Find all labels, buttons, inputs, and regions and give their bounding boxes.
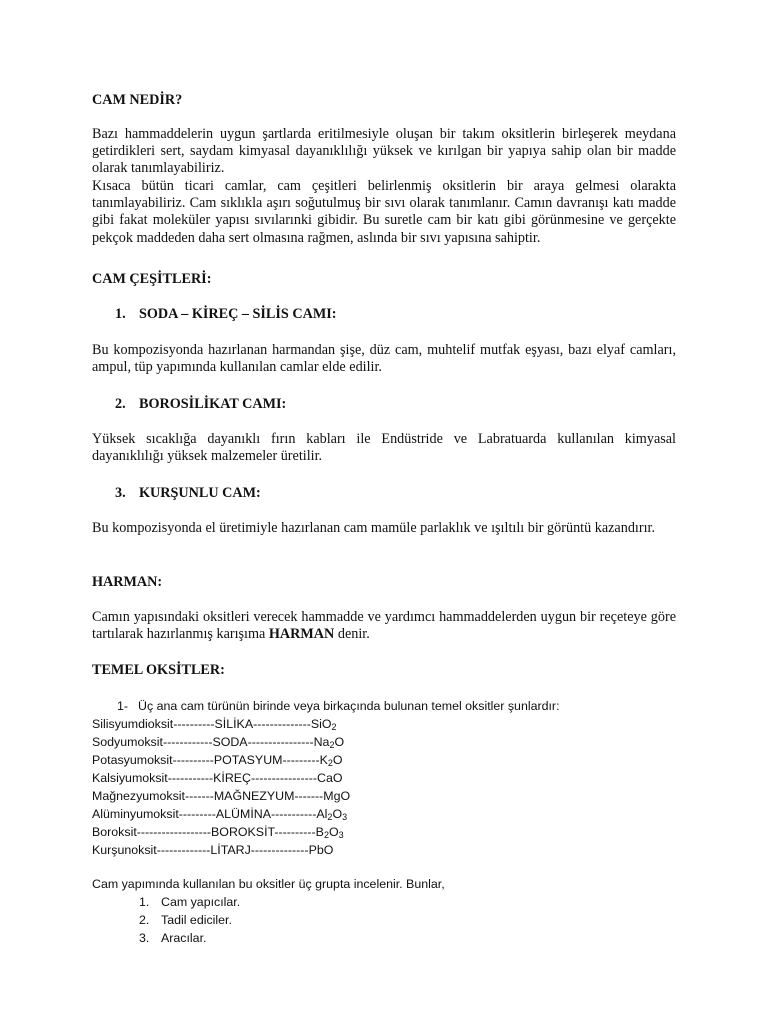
oxide-common-name: ALÜMİNA: [215, 807, 271, 821]
oxide-common-name: SODA: [212, 735, 248, 749]
oxide-separator: -------: [184, 789, 214, 803]
oxide-separator: ----------: [274, 825, 316, 839]
list-item-title: BOROSİLİKAT CAMI:: [139, 396, 287, 412]
oxide-formula-part: O: [328, 825, 339, 839]
oxide-row: [92, 824, 344, 841]
oxide-row: [92, 788, 350, 805]
oxide-name: Silisyumdioksit: [92, 717, 174, 731]
oxide-formula-subscript: 2: [331, 722, 337, 732]
oxide-row: [92, 752, 343, 769]
oxide-name: Alüminyumoksit: [92, 807, 179, 821]
harman-text-post: denir.: [334, 626, 370, 643]
list-number: 2.: [115, 396, 126, 412]
oxide-formula-subscript: 2: [323, 830, 329, 840]
oxide-formula-subscript: 3: [338, 830, 344, 840]
oxide-formula-part: SiO: [310, 717, 332, 731]
list-item-title: KURŞUNLU CAM:: [139, 485, 261, 501]
group-number: 2.: [139, 913, 150, 927]
oxide-formula-part: B: [315, 825, 324, 839]
group-item: [139, 912, 232, 929]
group-item: [139, 894, 240, 911]
oxide-formula-part: O: [334, 735, 345, 749]
oxides-intro: [117, 698, 560, 715]
oxide-separator: ----------------: [251, 771, 318, 785]
section-title-temel-oksitler: TEMEL OKSİTLER:: [92, 662, 225, 678]
list-number: 3.: [115, 485, 126, 501]
paragraph-kursunlu: Bu kompozisyonda el üretimiyle hazırlanan cam mamüle parlaklık ve ışıltılı bir görüntü kazandırır.: [92, 520, 656, 536]
oxide-separator: --------------: [253, 717, 311, 731]
oxide-separator: -------------: [156, 843, 211, 857]
oxide-formula-part: CaO: [317, 771, 343, 785]
oxide-separator: ----------------: [247, 735, 314, 749]
group-label: Cam yapıcılar.: [161, 895, 241, 909]
oxide-separator: -----------: [271, 807, 317, 821]
paragraph-definition: Bazı hammaddelerin uygun şartlarda eritilmesiyle oluşan bir takım oksitlerin birleşerek meydana getirdikleri sert, saydam kimyasal dayanıklılığı yüksek ve kırılgan bir yapıya sahip olan bir madde olarak tanımlayabiliriz.: [92, 126, 676, 177]
oxide-separator: ------------------: [136, 825, 212, 839]
group-label: Tadil ediciler.: [161, 913, 232, 927]
oxide-formula-subscript: 3: [342, 812, 348, 822]
oxide-row: [92, 716, 337, 733]
oxide-row: [92, 734, 344, 751]
oxide-separator: ---------: [282, 753, 320, 767]
group-number: 3.: [139, 931, 150, 945]
oxide-row: [92, 842, 333, 859]
oxide-name: Kalsiyumoksit: [92, 771, 168, 785]
oxide-common-name: POTASYUM: [213, 753, 283, 767]
oxide-formula-part: PbO: [308, 843, 334, 857]
oxide-separator: ------------: [162, 735, 213, 749]
intro-number: 1-: [117, 699, 129, 713]
oxide-separator: -----------: [167, 771, 214, 785]
list-item-borosilikat: [115, 396, 286, 413]
list-item-soda-kirec: [115, 306, 336, 323]
paragraph-borosilikat: Yüksek sıcaklığa dayanıklı fırın kabları ile Endüstride ve Labratuarda kullanılan kimyasal dayanıklılığı yüksek malzemeler üretilir.: [92, 431, 676, 465]
oxide-name: Boroksit: [92, 825, 137, 839]
groups-intro: Cam yapımında kullanılan bu oksitler üç grupta incelenir. Bunlar,: [92, 877, 445, 891]
oxide-common-name: BOROKSİT: [211, 825, 275, 839]
oxide-separator: -------: [294, 789, 324, 803]
paragraph-harman: [92, 609, 676, 643]
list-item-kursunlu: [115, 485, 261, 502]
oxide-separator: ----------: [173, 717, 215, 731]
oxide-row: [92, 770, 343, 787]
group-label: Aracılar.: [161, 931, 207, 945]
oxide-name: Mağnezyumoksit: [92, 789, 185, 803]
oxide-separator: ----------: [172, 753, 214, 767]
intro-text: Üç ana cam türünün birinde veya birkaçında bulunan temel oksitler şunlardır:: [138, 699, 560, 713]
oxide-formula-part: Al: [316, 807, 328, 821]
oxide-name: Kurşunoksit: [92, 843, 157, 857]
paragraph-description: Kısaca bütün ticari camlar, cam çeşitleri belirlenmiş oksitlerin bir araya gelmesi olarakta tanımlayabiliriz. Cam sıklıkla aşırı soğutulmuş bir sıvı olarak tanımlanır. Camın davranışı katı madde gibi fakat moleküler yapısı sıvılarınki gibidir. Bu suretle cam bir katı gibi görünmesine ve gerçekte pekçok maddeden daha sert olmasına rağmen, aslında bir sıvı yapısına sahiptir.: [92, 178, 676, 246]
section-title-cam-nedir: CAM NEDİR?: [92, 92, 183, 108]
oxide-row: [92, 806, 347, 823]
group-item: [139, 930, 206, 947]
oxide-formula-part: O: [332, 753, 343, 767]
oxide-formula-part: O: [332, 807, 343, 821]
oxide-common-name: LİTARJ: [210, 843, 251, 857]
oxide-separator: --------------: [250, 843, 309, 857]
harman-bold-term: HARMAN: [268, 626, 335, 643]
oxide-formula-subscript: 2: [327, 812, 333, 822]
list-number: 1.: [115, 306, 126, 322]
oxide-name: Potasyumoksit: [92, 753, 173, 767]
list-item-title: SODA – KİREÇ – SİLİS CAMI:: [139, 306, 337, 322]
oxide-formula-subscript: 2: [327, 758, 333, 768]
oxide-common-name: MAĞNEZYUM: [213, 789, 295, 803]
oxide-common-name: KİREÇ: [213, 771, 252, 785]
oxide-formula-part: K: [319, 753, 328, 767]
oxide-formula-subscript: 2: [329, 740, 335, 750]
group-number: 1.: [139, 895, 150, 909]
paragraph-soda-kirec: Bu kompozisyonda hazırlanan harmandan şişe, düz cam, muhtelif mutfak eşyası, bazı elyaf camları, ampul, tüp yapımında kullanılan camlar elde edilir.: [92, 342, 676, 376]
oxide-common-name: SİLİKA: [214, 717, 254, 731]
oxide-formula-part: MgO: [323, 789, 351, 803]
harman-text-pre: Camın yapısındaki oksitleri verecek hammadde ve yardımcı hammaddelerden uygun bir reçeteye göre tartılarak hazırlanmış karışıma: [92, 609, 676, 643]
section-title-harman: HARMAN:: [92, 574, 163, 590]
oxide-separator: ---------: [178, 807, 216, 821]
section-title-cam-cesitleri: CAM ÇEŞİTLERİ:: [92, 271, 212, 287]
oxide-formula-part: Na: [313, 735, 330, 749]
oxide-name: Sodyumoksit: [92, 735, 163, 749]
